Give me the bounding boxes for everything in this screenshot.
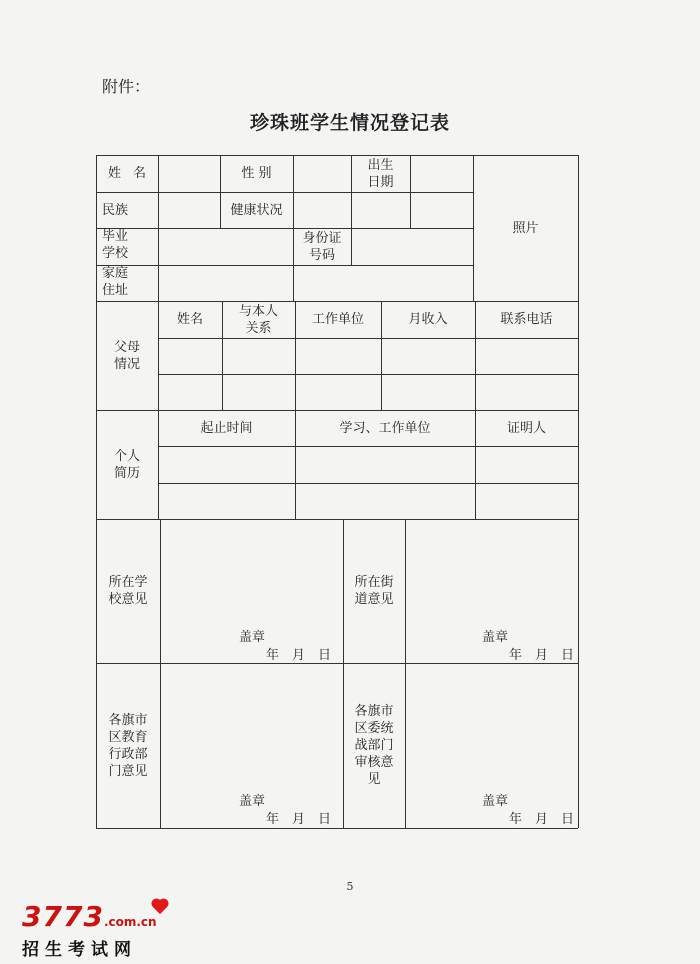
parents-phone-header: 联系电话 xyxy=(500,312,553,327)
table-line xyxy=(158,374,578,375)
site-logo xyxy=(22,900,165,960)
id-number-label: 身份证 号码 xyxy=(302,230,342,263)
logo-main-text: 3773 xyxy=(22,900,104,933)
table-line xyxy=(405,519,406,828)
resume-unit-header: 学习、工作单位 xyxy=(339,420,431,436)
table-line xyxy=(158,155,159,301)
date-label: 年 月 日 xyxy=(509,648,575,663)
date-label: 年 月 日 xyxy=(266,648,332,663)
seal-label: 盖章 xyxy=(239,630,266,645)
education-dept-opinion-label: 各旗市 区教育 行政部 门意见 xyxy=(108,712,148,779)
table-line xyxy=(578,155,579,828)
school-label: 毕业 学校 xyxy=(102,229,129,261)
parents-label: 父母 情况 xyxy=(113,339,140,372)
street-opinion-label: 所在街 道意见 xyxy=(354,575,394,607)
seal-label: 盖章 xyxy=(482,794,509,809)
table-line xyxy=(158,338,578,339)
parents-income-header: 月收入 xyxy=(408,312,448,327)
gender-label: 性 别 xyxy=(241,166,272,181)
date-label: 年 月 日 xyxy=(266,812,332,827)
ethnicity-label: 民族 xyxy=(102,202,129,218)
school-opinion-label: 所在学 校意见 xyxy=(108,575,148,607)
resume-period-header: 起止时间 xyxy=(200,420,253,436)
name-label: 姓 名 xyxy=(107,166,147,181)
attachment-label: 附件： xyxy=(102,77,151,96)
address-label: 家庭 住址 xyxy=(102,266,129,298)
parents-work-header: 工作单位 xyxy=(311,312,364,327)
table-line xyxy=(96,663,578,664)
table-line xyxy=(158,446,578,447)
resume-witness-header: 证明人 xyxy=(506,420,546,436)
photo-box: 照片 xyxy=(512,220,539,236)
page-number: 5 xyxy=(346,880,354,893)
table-line xyxy=(158,483,578,484)
table-line xyxy=(160,519,161,828)
form-title: 珍珠班学生情况登记表 xyxy=(249,112,450,134)
logo-domain-text: .com.cn xyxy=(103,915,157,929)
logo-tagline: 招生考试网 xyxy=(22,940,137,960)
seal-label: 盖章 xyxy=(239,794,266,809)
health-label: 健康状况 xyxy=(230,202,283,218)
table-line xyxy=(410,155,411,228)
united-front-opinion-label: 各旗市 区委统 战部门 审核意 见 xyxy=(354,704,394,787)
heart-icon xyxy=(153,900,167,914)
table-line xyxy=(96,828,578,829)
date-label: 年 月 日 xyxy=(509,812,575,827)
resume-label: 个人 简历 xyxy=(113,448,140,481)
parents-name-header: 姓名 xyxy=(176,312,203,327)
table-line xyxy=(96,519,578,520)
seal-label: 盖章 xyxy=(482,630,509,645)
birth-date-label: 出生 日期 xyxy=(367,157,394,190)
parents-relation-header: 与本人 关系 xyxy=(238,303,278,336)
